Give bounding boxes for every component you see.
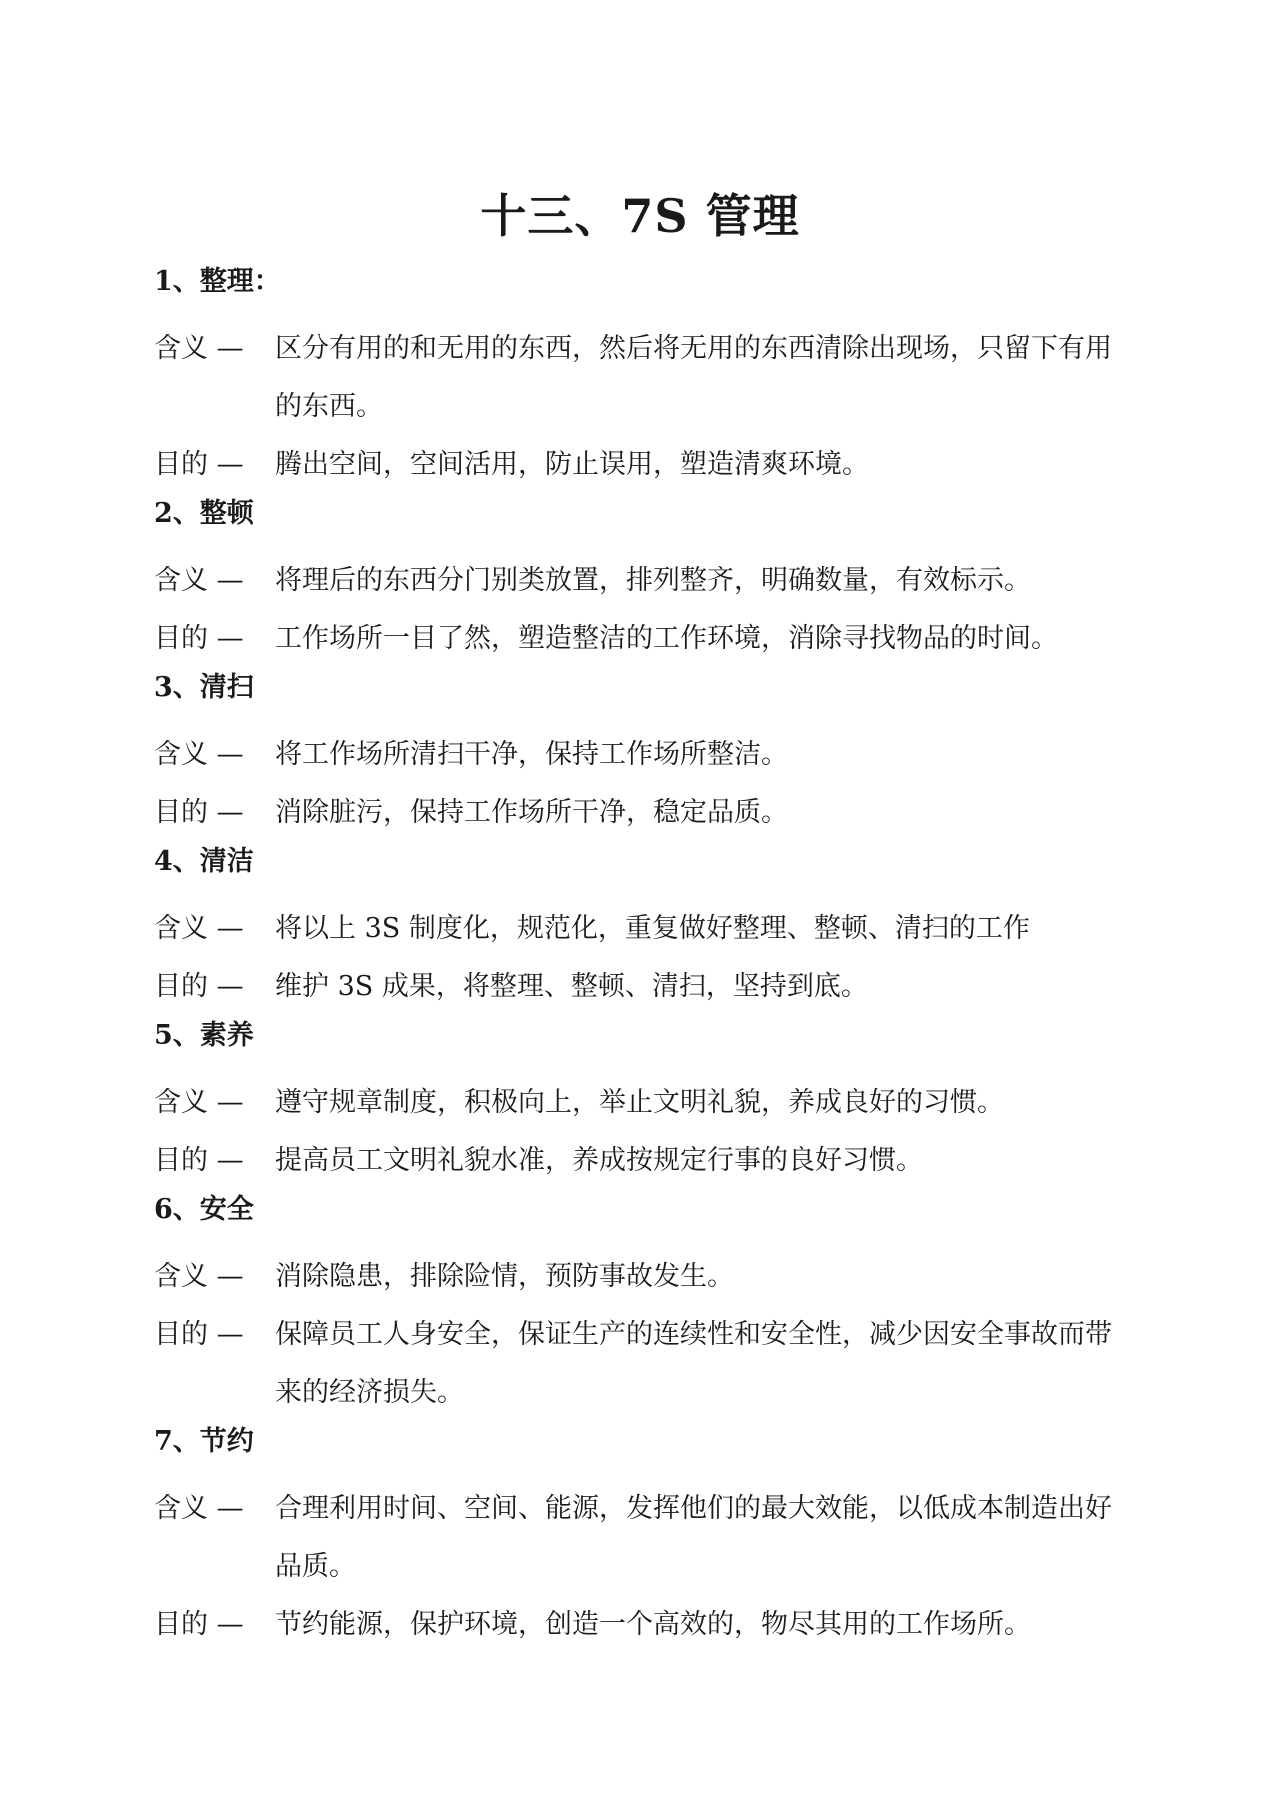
purpose-label: 目的 — bbox=[154, 1319, 244, 1350]
meaning-entry bbox=[154, 1074, 1134, 1132]
document-body bbox=[154, 262, 1134, 1654]
meaning-text: 将理后的东西分门别类放置，排列整齐，明确数量，有效标示。 bbox=[275, 565, 1031, 596]
meaning-text: 消除隐患，排除险情，预防事故发生。 bbox=[275, 1261, 734, 1292]
section-heading: 3、清扫 bbox=[154, 672, 254, 703]
meaning-entry bbox=[154, 1480, 1134, 1596]
meaning-label: 含义 — bbox=[154, 1261, 244, 1292]
meaning-entry bbox=[154, 1248, 1134, 1306]
section-heading: 2、整顿 bbox=[154, 498, 254, 529]
purpose-entry bbox=[154, 958, 1134, 1016]
purpose-text: 消除脏污，保持工作场所干净，稳定品质。 bbox=[275, 797, 788, 828]
page-title: 十三、7S 管理 bbox=[480, 189, 800, 243]
section-heading: 5、素养 bbox=[154, 1020, 254, 1051]
purpose-label: 目的 — bbox=[154, 971, 244, 1002]
section-safety bbox=[154, 1190, 1134, 1422]
section-set-in-order bbox=[154, 494, 1134, 668]
section-heading: 6、安全 bbox=[154, 1194, 254, 1225]
meaning-entry bbox=[154, 900, 1134, 958]
meaning-text: 合理利用时间、空间、能源，发挥他们的最大效能，以低成本制造出好品质。 bbox=[275, 1493, 1112, 1582]
purpose-text: 提高员工文明礼貌水准，养成按规定行事的良好习惯。 bbox=[275, 1145, 923, 1176]
purpose-label: 目的 — bbox=[154, 623, 244, 654]
purpose-entry bbox=[154, 1306, 1134, 1422]
purpose-label: 目的 — bbox=[154, 449, 244, 480]
section-sustain bbox=[154, 1016, 1134, 1190]
meaning-text: 遵守规章制度，积极向上，举止文明礼貌，养成良好的习惯。 bbox=[275, 1087, 1004, 1118]
purpose-entry bbox=[154, 436, 1134, 494]
meaning-label: 含义 — bbox=[154, 1493, 244, 1524]
section-heading: 1、整理： bbox=[154, 266, 281, 297]
section-standardize bbox=[154, 842, 1134, 1016]
section-shine bbox=[154, 668, 1134, 842]
purpose-text: 腾出空间，空间活用，防止误用，塑造清爽环境。 bbox=[275, 449, 869, 480]
meaning-text: 将工作场所清扫干净，保持工作场所整洁。 bbox=[275, 739, 788, 770]
meaning-text: 将以上 3S 制度化，规范化，重复做好整理、整顿、清扫的工作 bbox=[275, 913, 1030, 944]
purpose-text: 工作场所一目了然，塑造整洁的工作环境，消除寻找物品的时间。 bbox=[275, 623, 1058, 654]
meaning-entry bbox=[154, 552, 1134, 610]
meaning-label: 含义 — bbox=[154, 565, 244, 596]
section-sort bbox=[154, 262, 1134, 494]
section-heading: 4、清洁 bbox=[154, 846, 254, 877]
meaning-entry bbox=[154, 320, 1134, 436]
purpose-label: 目的 — bbox=[154, 1609, 244, 1640]
purpose-text: 节约能源，保护环境，创造一个高效的，物尽其用的工作场所。 bbox=[275, 1609, 1031, 1640]
meaning-label: 含义 — bbox=[154, 739, 244, 770]
section-heading: 7、节约 bbox=[154, 1426, 254, 1457]
purpose-entry bbox=[154, 610, 1134, 668]
purpose-text: 保障员工人身安全，保证生产的连续性和安全性，减少因安全事故而带来的经济损失。 bbox=[275, 1319, 1112, 1408]
meaning-entry bbox=[154, 726, 1134, 784]
purpose-entry bbox=[154, 784, 1134, 842]
purpose-entry bbox=[154, 1132, 1134, 1190]
purpose-label: 目的 — bbox=[154, 797, 244, 828]
meaning-text: 区分有用的和无用的东西，然后将无用的东西清除出现场，只留下有用的东西。 bbox=[275, 333, 1112, 422]
purpose-entry bbox=[154, 1596, 1134, 1654]
purpose-text: 维护 3S 成果，将整理、整顿、清扫，坚持到底。 bbox=[275, 971, 868, 1002]
meaning-label: 含义 — bbox=[154, 913, 244, 944]
section-saving bbox=[154, 1422, 1134, 1654]
meaning-label: 含义 — bbox=[154, 333, 244, 364]
meaning-label: 含义 — bbox=[154, 1087, 244, 1118]
purpose-label: 目的 — bbox=[154, 1145, 244, 1176]
